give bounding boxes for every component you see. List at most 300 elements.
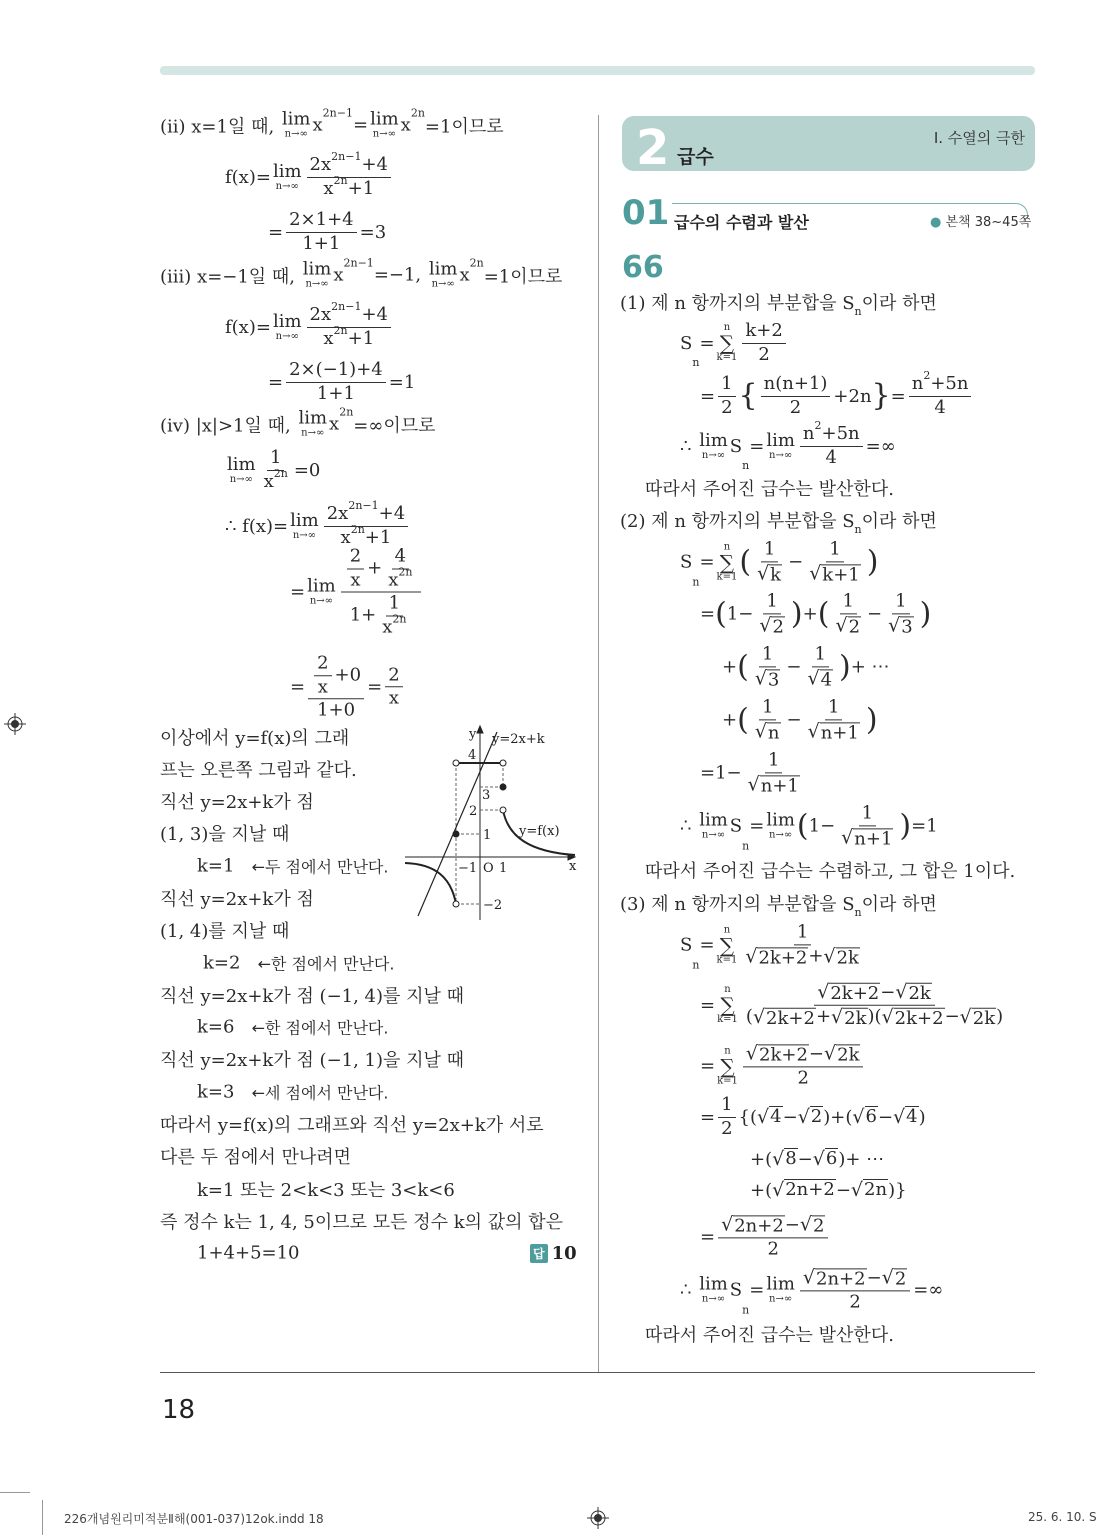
unit-label: Ⅰ. 수열의 극한 (933, 129, 1025, 147)
sigma-icon: ∑ (720, 1054, 735, 1078)
denominator (832, 614, 864, 638)
limit-operator (307, 575, 336, 607)
numerator (814, 981, 935, 1006)
text-line (700, 1213, 831, 1260)
math-text: − (788, 551, 804, 573)
limit-operator (302, 258, 332, 290)
lim-subscript: n→∞ (701, 829, 726, 841)
math-text: 1 (861, 802, 874, 824)
denominator (347, 593, 416, 639)
text-line (620, 890, 937, 919)
math-text: +5n (930, 373, 969, 394)
math-text: +( (750, 1179, 773, 1201)
math-text: ( (745, 1006, 753, 1028)
math-text: 이라 하면 (861, 293, 937, 314)
math-text: S (680, 934, 693, 956)
denominator (314, 383, 358, 406)
square-root (823, 945, 859, 969)
lim-word: lim (290, 509, 319, 531)
radicand: √ 6 (825, 1148, 838, 1170)
math-text: = (700, 603, 716, 625)
numerator (761, 538, 778, 562)
lim-word: lim (699, 429, 728, 451)
fraction (800, 1266, 910, 1313)
math-text: x (329, 413, 340, 435)
fraction (385, 546, 415, 592)
superscript: 2n (410, 106, 425, 120)
fraction (718, 1094, 735, 1140)
text-line (160, 1143, 351, 1169)
square-root (800, 1213, 826, 1237)
math-text: 1− (808, 815, 836, 837)
math-text: 2 (317, 652, 329, 674)
radicand: √ 2k+2 (894, 1007, 944, 1029)
square-root (803, 1266, 867, 1290)
numerator (859, 802, 876, 826)
text-line (750, 1148, 884, 1170)
math-text: 따라서 주어진 급수는 발산한다. (645, 1325, 894, 1346)
radicand: √ 2k (844, 1007, 867, 1029)
math-text: = (699, 332, 715, 354)
text-line (160, 820, 289, 846)
denominator (320, 323, 377, 351)
square-root (748, 773, 800, 797)
radicand: √ 2n+2 (734, 1215, 784, 1237)
math-text: = (700, 1055, 716, 1077)
curve-left (405, 863, 456, 904)
denominator (755, 344, 772, 367)
numerator (840, 590, 857, 614)
denominator (261, 466, 291, 494)
subscript: n (854, 906, 862, 919)
square-root (798, 1106, 824, 1128)
denominator (718, 1118, 735, 1141)
superscript: 2 (923, 369, 931, 382)
math-text: ∴ (680, 1279, 698, 1301)
text-line (645, 857, 1015, 883)
lim-word: lim (699, 1273, 728, 1295)
fraction (286, 359, 386, 405)
math-text: =1 (911, 815, 938, 837)
summation-operator (717, 542, 738, 582)
math-text: 1 (829, 538, 841, 560)
math-text: 1 (269, 447, 282, 468)
math-text: x (312, 114, 323, 136)
math-text: 이라 하면 (861, 511, 937, 532)
math-text: ) (996, 1006, 1004, 1028)
math-text: k=2 (203, 952, 258, 974)
denominator (745, 773, 803, 797)
text-line (680, 320, 789, 369)
limit-operator (766, 1273, 795, 1305)
radicand: √ n (767, 721, 780, 743)
fraction (832, 590, 864, 637)
text-line (197, 1081, 388, 1104)
annotation: ←세 점에서 만난다. (251, 1083, 389, 1103)
lim-subscript: n→∞ (701, 449, 726, 461)
math-text: k=6 (197, 1016, 252, 1038)
math-text: )+ ⋯ (838, 1148, 885, 1170)
math-text: +( (750, 1148, 773, 1170)
tick-label-ym2: −2 (483, 898, 503, 913)
math-text: x (317, 675, 328, 697)
denominator (379, 612, 409, 639)
math-text: 1+1 (316, 382, 355, 404)
denominator (765, 1238, 782, 1261)
math-text: =0 (293, 459, 321, 481)
line-label: y=2x+k (492, 732, 545, 747)
subscript: n (854, 305, 862, 318)
math-text: 직선 y=2x+k가 점 (−1, 4)를 지날 때 (160, 986, 465, 1007)
math-text: 직선 y=2x+k가 점 (160, 792, 314, 813)
superscript: 2n (350, 522, 365, 536)
square-root (882, 1266, 908, 1290)
math-text: 2 (721, 1117, 733, 1139)
numerator (892, 590, 909, 614)
text-line (197, 1016, 388, 1039)
text-line (645, 475, 894, 501)
math-text: 1 (761, 696, 774, 718)
big-bracket: ( (737, 649, 749, 684)
math-text: +4 (361, 304, 389, 325)
text-line (680, 802, 938, 853)
math-text: − (867, 603, 883, 625)
math-text: +4 (378, 503, 406, 524)
radicand: √ 2 (772, 615, 784, 637)
math-text: k=3 (197, 1081, 252, 1103)
math-text: 2 (849, 1291, 861, 1313)
subscript: n (742, 839, 750, 853)
square-root (895, 981, 931, 1005)
text-line (197, 1243, 300, 1264)
denominator (299, 233, 343, 256)
text-line (160, 1111, 544, 1137)
column-divider (598, 115, 599, 1373)
math-text: S (729, 1279, 743, 1301)
open-point (500, 807, 506, 813)
math-text: = (352, 114, 369, 136)
fraction (804, 643, 836, 690)
math-text: 2x (326, 503, 349, 524)
lim-word: lim (272, 160, 302, 182)
section-number: 01 (622, 193, 670, 233)
limit-operator (281, 108, 311, 140)
square-root (893, 1106, 919, 1128)
fraction (752, 643, 784, 690)
closed-point (453, 831, 459, 837)
math-text: 4 (825, 446, 837, 468)
math-text: − (797, 1148, 813, 1170)
square-root (755, 720, 781, 744)
numerator (314, 652, 331, 676)
text-line (225, 447, 320, 493)
closed-point (500, 784, 506, 790)
fraction (308, 652, 364, 722)
answer-label: 답 (530, 1244, 548, 1263)
math-text: x (388, 569, 399, 590)
square-root (753, 1006, 816, 1030)
math-text: 이라 하면 (861, 894, 937, 915)
math-text: n(n+1) (763, 373, 828, 394)
math-text: +0 (334, 664, 362, 685)
math-text: 1 (768, 749, 780, 771)
lim-word: lim (699, 809, 728, 831)
limit-operator (227, 453, 256, 485)
math-text: − (784, 1214, 800, 1235)
math-text: {( (738, 1106, 758, 1128)
numerator (761, 373, 831, 397)
lim-word: lim (766, 809, 795, 831)
text-line (750, 1179, 907, 1201)
fraction (754, 538, 785, 585)
tick-label-y2: 2 (469, 804, 478, 819)
numerator (718, 1094, 735, 1118)
lim-subscript: n→∞ (292, 529, 316, 541)
chapter-title: 급수 (677, 146, 714, 168)
radicand: √ n+1 (854, 827, 893, 849)
math-text: (1, 3)을 지날 때 (160, 824, 290, 845)
math-text: +2n (833, 385, 872, 407)
denominator (314, 699, 358, 722)
math-text: k+2 (745, 320, 783, 341)
math-text: 1 (721, 373, 733, 394)
superscript: 2n (392, 612, 407, 625)
fraction (745, 749, 803, 796)
superscript: 2n−1 (331, 150, 362, 163)
numerator (800, 419, 863, 447)
math-text: +1 (347, 177, 375, 199)
radicand: √ 2k (972, 1007, 996, 1029)
text-line (225, 300, 394, 350)
sum-lower: k=1 (716, 954, 738, 965)
math-text: S (680, 551, 693, 573)
math-text: = (290, 676, 306, 698)
fraction (761, 373, 831, 419)
denominator (754, 562, 785, 586)
text-line (160, 405, 436, 439)
math-text: 2 (758, 343, 770, 365)
radicand: √ 2k (837, 1044, 860, 1066)
lim-word: lim (281, 108, 311, 130)
sigma-icon: ∑ (719, 933, 735, 957)
fraction (307, 300, 391, 350)
limit-operator (290, 509, 319, 541)
fraction (806, 538, 864, 585)
math-text: 2 (349, 545, 362, 567)
fraction (743, 1042, 864, 1089)
big-bracket: ) (919, 596, 932, 631)
math-text: x (400, 114, 411, 136)
limit-operator (699, 809, 728, 841)
fraction (347, 546, 364, 592)
fraction (743, 981, 1006, 1030)
math-text: ∴ (680, 815, 698, 837)
numerator (341, 546, 422, 593)
math-text: (2) 제 n 항까지의 부분합을 S (620, 511, 855, 532)
math-text: − (786, 709, 802, 731)
fraction (752, 696, 784, 743)
text-line (290, 652, 406, 722)
math-text: 2x (309, 154, 332, 175)
limit-operator (272, 160, 302, 192)
math-text: f(x)= (225, 316, 271, 338)
text-line (700, 590, 931, 637)
limit-operator (766, 809, 795, 841)
sum-lower: k=1 (717, 1075, 738, 1086)
numerator (759, 643, 776, 667)
text-line (700, 981, 1009, 1030)
fraction (307, 150, 391, 200)
radicand: √ 4 (770, 1106, 782, 1128)
limit-operator (370, 108, 399, 140)
big-bracket: ( (737, 702, 749, 737)
math-text: = (749, 815, 765, 837)
text-line (700, 1042, 866, 1089)
math-text: =∞ (865, 435, 896, 457)
limit-operator (699, 429, 728, 461)
math-text: =−1, (373, 264, 427, 286)
sum-lower: k=1 (716, 352, 738, 363)
function-graph (405, 722, 580, 922)
math-text: = (367, 676, 383, 698)
math-text: S (729, 435, 743, 457)
math-text: =∞이므로 (353, 415, 436, 436)
superscript: 2n−1 (343, 256, 374, 270)
annotation: ←한 점에서 만난다. (257, 954, 395, 974)
numerator (308, 652, 364, 699)
math-text: − (786, 656, 802, 678)
fraction (324, 499, 408, 549)
denominator (347, 569, 363, 592)
text-line (680, 419, 896, 472)
math-text: 1 (828, 696, 840, 718)
radicand: √ 2n+2 (785, 1179, 835, 1201)
numerator (800, 1266, 910, 1291)
square-root (807, 667, 833, 691)
math-text: +5n (821, 423, 860, 444)
text-line (700, 369, 974, 419)
tick-label-y1: 1 (483, 828, 492, 843)
denominator (931, 397, 948, 420)
square-root (772, 1179, 836, 1201)
big-bracket: { (738, 378, 758, 413)
math-text: − (880, 981, 896, 1003)
textbook-reference (930, 211, 1031, 230)
math-text: = (749, 435, 765, 457)
math-text: − (782, 1106, 798, 1128)
text-line (203, 952, 394, 975)
superscript: 2n (273, 466, 288, 480)
numerator (812, 643, 829, 667)
math-text: 4 (934, 396, 946, 418)
fraction (742, 921, 863, 968)
big-bracket: ) (839, 649, 851, 684)
math-text: (3) 제 n 항까지의 부분합을 S (620, 894, 855, 915)
superscript: 2n (333, 173, 348, 187)
math-text: 프는 오른쪽 그림과 같다. (160, 760, 357, 781)
numerator (324, 499, 408, 527)
denominator (885, 614, 917, 638)
fraction (885, 590, 917, 637)
square-root (960, 1006, 996, 1030)
math-text: )+( (823, 1106, 853, 1128)
big-bracket: ( (796, 808, 809, 843)
denominator (320, 173, 377, 201)
denominator (787, 397, 804, 420)
square-root (835, 614, 861, 638)
fraction (805, 696, 863, 743)
text-line (160, 917, 289, 943)
math-text: = (890, 385, 906, 407)
bullet-icon: ● (930, 215, 942, 230)
text-line (197, 855, 388, 878)
math-text: 4 (394, 545, 407, 567)
tick-label-y4: 4 (468, 748, 477, 763)
denominator (742, 945, 863, 969)
square-root (882, 1006, 945, 1030)
math-text: − (835, 1179, 851, 1201)
denominator (756, 614, 788, 638)
radicand: √ 3 (767, 668, 780, 690)
denominator (385, 565, 415, 592)
denominator (794, 1067, 811, 1090)
math-text: + (722, 709, 738, 731)
limit-operator (298, 407, 328, 439)
superscript: 2n (469, 256, 484, 270)
crop-mark (0, 1492, 30, 1493)
numerator (307, 300, 391, 328)
superscript: 2n (333, 323, 348, 337)
math-text: )} (888, 1179, 907, 1201)
math-text: x (323, 177, 334, 199)
math-text: 1+1 (302, 232, 341, 254)
math-text: 1 (721, 1094, 733, 1115)
text-line (700, 1094, 926, 1140)
slug-filename: 226개념원리미적분Ⅱ해(001-037)12ok.indd 18 (64, 1512, 324, 1526)
fraction (379, 593, 409, 639)
math-text: 1 (763, 538, 776, 560)
denominator (805, 720, 863, 744)
math-text: 직선 y=2x+k가 점 (160, 889, 314, 910)
lim-subscript: n→∞ (229, 473, 253, 485)
math-text: +1 (364, 526, 392, 548)
sum-upper: n (723, 541, 731, 552)
fraction (314, 652, 331, 698)
math-text: 이상에서 y=f(x)의 그래 (160, 728, 350, 749)
big-bracket: ( (739, 544, 752, 579)
math-text: x (263, 470, 274, 492)
math-text: 2 (767, 1238, 779, 1260)
math-text: x (333, 264, 344, 286)
summation-operator (717, 323, 738, 363)
math-text: (iii) x=−1일 때, (160, 266, 301, 287)
numerator (826, 538, 843, 562)
tick-label-y3: 3 (482, 788, 491, 803)
square-root (808, 720, 860, 744)
math-text: f(x)= (225, 166, 271, 188)
fraction (718, 1213, 828, 1260)
denominator (743, 1006, 1006, 1030)
math-text: 2 (721, 396, 733, 418)
superscript: 2n−1 (348, 499, 379, 512)
math-text: 다른 두 점에서 만나려면 (160, 1147, 352, 1168)
reference-text: 본책 38~45쪽 (945, 215, 1032, 230)
text-line (620, 507, 937, 536)
superscript: 2n−1 (322, 106, 353, 120)
math-text: + (367, 557, 383, 579)
line-y-2x-k (418, 732, 497, 916)
numerator (718, 373, 735, 397)
